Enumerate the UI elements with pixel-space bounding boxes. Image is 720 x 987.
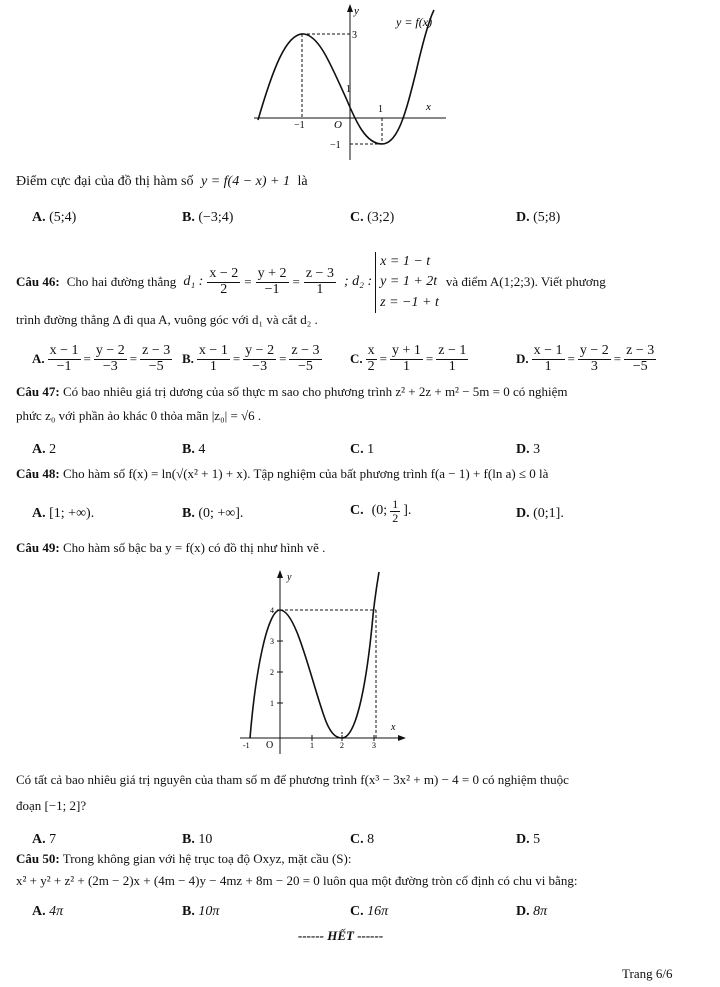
graph-1-x-label: x (426, 101, 431, 113)
q47-stem: Câu 47: Có bao nhiêu giá trị dương của số thực m sao cho phương trình z² + 2z + m² − 5m = 0 có nghiệm (16, 384, 568, 399)
q48-option-b[interactable]: B. (0; +∞]. (182, 506, 244, 521)
q49-stem: Câu 49: Cho hàm số bậc ba y = f(x) có đồ thị như hình vẽ . (16, 540, 326, 555)
graph-1 (250, 2, 460, 162)
graph-2-y-tick-3: 3 (270, 637, 274, 646)
q48-option-d[interactable]: D. (0;1]. (516, 506, 564, 521)
q50-line2: x² + y² + z² + (2m − 2)x + (4m − 4)y − 4mz + 8m − 20 = 0 luôn qua một đường tròn cố định có chu vi bằng: (16, 873, 578, 888)
q47-option-d[interactable]: D. 3 (516, 442, 541, 457)
graph-2 (240, 566, 410, 756)
graph-1-origin: O (334, 119, 342, 131)
q45-option-d[interactable]: D. (5;8) (516, 210, 561, 225)
end-marker: ------ HẾT ------ (298, 928, 384, 943)
graph-2-y-tick-2: 2 (270, 668, 274, 677)
q50-option-a[interactable]: A. 4π (32, 904, 64, 919)
graph-1-tick-neg1x: −1 (294, 120, 305, 131)
graph-2-y-label: y (287, 572, 292, 583)
page-number: Trang 6/6 (622, 966, 673, 981)
q46-option-c[interactable]: C. $\frac{x}{2}$ = $\frac{y + 1}{1}$ = $\frac{z - 1}{1}$ (350, 343, 467, 374)
q47-line2: phức z₀ với phần ảo khác 0 thỏa mãn |z₀| = √6 . (16, 408, 262, 423)
graph-1-curve (258, 10, 434, 144)
q49-option-d[interactable]: D. 5 (516, 832, 541, 847)
q49-line-a: Có tất cả bao nhiêu giá trị nguyên của tham số m để phương trình f(x³ − 3x² + m) − 4 = 0 có nghiệm thuộc (16, 772, 569, 787)
graph-2-x-tick-3: 3 (372, 741, 376, 750)
graph-1-tick-1y: 1 (346, 84, 351, 95)
graph-2-x-tick-2: 2 (340, 741, 344, 750)
q46-option-d[interactable]: D. $\frac{x - 1}{1}$ = $\frac{y - 2}{3}$ = $\frac{z - 3}{-5}$ (516, 343, 655, 374)
q50-option-b[interactable]: B. 10π (182, 904, 220, 919)
q50-option-d[interactable]: D. 8π (516, 904, 548, 919)
q45-option-a[interactable]: A. (5;4) (32, 210, 77, 225)
graph-1-tick-1x: 1 (378, 104, 383, 115)
q46-option-a[interactable]: A. $\frac{x - 1}{-1}$ = $\frac{y - 2}{-3}$ = $\frac{z - 3}{-5}$ (32, 343, 171, 374)
q49-option-c[interactable]: C. 8 (350, 832, 375, 847)
graph-2-y-tick-1: 1 (270, 699, 274, 708)
q45-option-b[interactable]: B. (−3;4) (182, 210, 234, 225)
graph-2-curve (250, 572, 379, 738)
q48-stem: Câu 48: Cho hàm số f(x) = ln(√(x² + 1) + x). Tập nghiệm của bất phương trình f(a − 1) + f(ln a) ≤ 0 là (16, 466, 549, 481)
q46-option-b[interactable]: B. $\frac{x - 1}{1}$ = $\frac{y - 2}{-3}$ = $\frac{z - 3}{-5}$ (182, 343, 320, 374)
graph-1-curve-label: y = f(x) (396, 15, 433, 29)
q50-stem: Câu 50: Trong không gian với hệ trục toạ độ Oxyz, mặt cầu (S): (16, 851, 352, 866)
q48-option-c[interactable]: C. (0; $\frac{1}{2}$ ]. (350, 497, 412, 525)
q46-line2: trình đường thẳng Δ đi qua A, vuông góc với d₁ và cắt d₂ . (16, 312, 318, 327)
graph-1-tick-neg1y: −1 (330, 140, 341, 151)
graph-2-origin: O (266, 740, 274, 751)
q49-line-b: đoạn [−1; 2]? (16, 798, 87, 813)
q47-option-b[interactable]: B. 4 (182, 442, 206, 457)
graph-1-tick-3: 3 (352, 30, 357, 41)
q49-option-b[interactable]: B. 10 (182, 832, 213, 847)
q48-option-a[interactable]: A. [1; +∞). (32, 506, 95, 521)
q47-option-c[interactable]: C. 1 (350, 442, 375, 457)
q46-d2-system: x = 1 − t y = 1 + 2t z = −1 + t (375, 252, 439, 313)
graph-2-x-neg: -1 (243, 741, 250, 750)
q49-option-a[interactable]: A. 7 (32, 832, 57, 847)
graph-2-x-tick-1: 1 (310, 741, 314, 750)
graph-2-x-label: x (391, 722, 396, 733)
q50-option-c[interactable]: C. 16π (350, 904, 389, 919)
q46-stem: Câu 46: Cho hai đường thẳng d₁ : $\frac{x - 2}{2}$ = $\frac{y + 2}{-1}$ = $\frac{z - 3}{1}$ ; d₂ : x = 1 − t y = 1 + 2t z = −1 + t và điểm A(1;2;3). Viết phương (16, 252, 606, 313)
q45-stem: Điểm cực đại của đồ thị hàm số y = f(4 − x) + 1 là (16, 174, 308, 189)
q45-option-c[interactable]: C. (3;2) (350, 210, 395, 225)
q47-option-a[interactable]: A. 2 (32, 442, 57, 457)
q46-title: Câu 46: (16, 274, 60, 290)
graph-1-y-label: y (354, 5, 359, 17)
graph-2-y-tick-4: 4 (270, 606, 274, 615)
